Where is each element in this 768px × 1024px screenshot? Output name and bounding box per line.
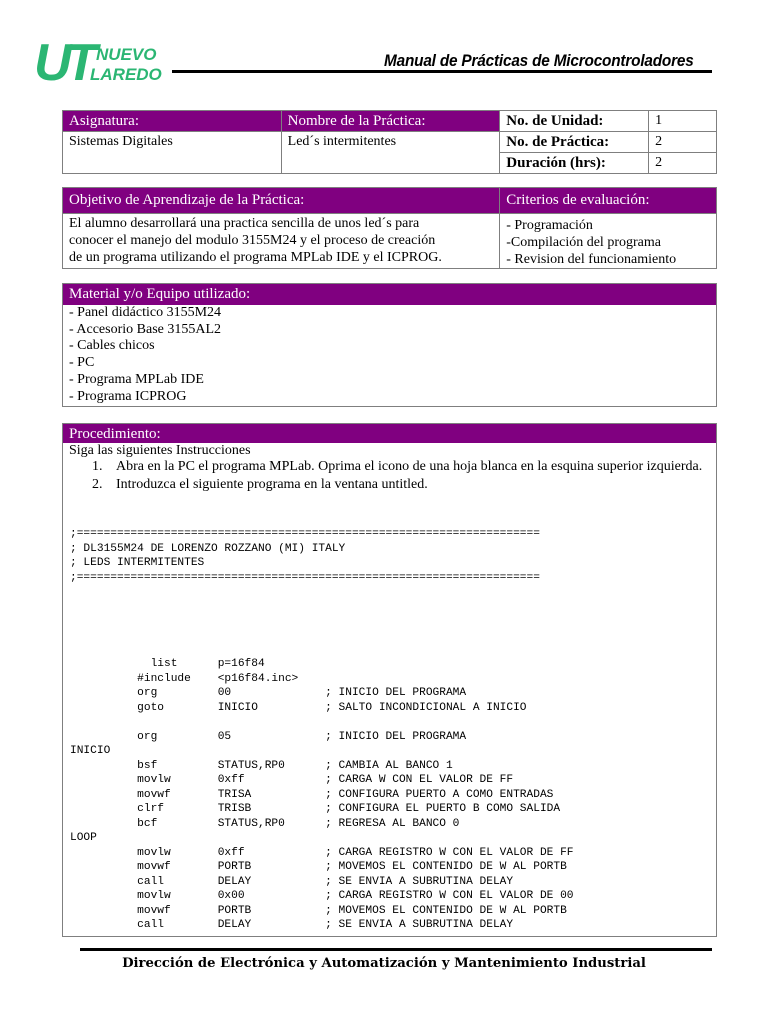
material-item: - Programa MPLab IDE	[69, 371, 204, 387]
procedure-section	[62, 423, 717, 937]
material-label: Material y/o Equipo utilizado:	[63, 284, 716, 305]
footer-text: Dirección de Electrónica y Automatización y Mantenimiento Industrial	[122, 956, 646, 971]
step-text: Introduzca el siguiente programa en la ventana untitled.	[116, 476, 428, 492]
logo-ut-text: UT	[34, 36, 92, 84]
logo-nuevo-text: NUEVO	[96, 45, 157, 64]
nombre-practica-label: Nombre de la Práctica:	[281, 111, 500, 132]
procedure-step	[63, 477, 716, 494]
practica-value: 2	[649, 132, 717, 153]
procedure-label: Procedimiento:	[63, 424, 716, 443]
asignatura-label: Asignatura:	[63, 111, 282, 132]
criterios-label: Criterios de evaluación:	[500, 188, 717, 214]
material-item: - Programa ICPROG	[69, 388, 187, 404]
material-item: - Panel didáctico 3155M24	[69, 305, 222, 320]
footer-divider	[80, 948, 712, 951]
nombre-practica-value: Led´s intermitentes	[281, 132, 500, 174]
objetivo-label: Objetivo de Aprendizaje de la Práctica:	[63, 188, 500, 214]
step-number: 2.	[92, 476, 103, 492]
unidad-label: No. de Unidad:	[500, 111, 649, 132]
practica-label: No. de Práctica:	[500, 132, 649, 153]
material-item: - Accesorio Base 3155AL2	[69, 321, 222, 337]
code-header: ;===================================================================== ; DL3155M24 DE LORENZO ROZZANO (MI) ITALY ; LEDS INTERMITENTES ;=====================================================================	[70, 528, 540, 584]
criterios-text	[500, 214, 717, 269]
material-item: - Cables chicos	[69, 338, 155, 354]
step-text: Abra en la PC el programa MPLab. Oprima el icono de una hoja blanca en la esquina superior izquierda.	[116, 459, 703, 474]
logo-laredo-text: LAREDO	[90, 65, 162, 84]
criterio-item: -Compilación del programa	[506, 235, 661, 250]
duracion-value: 2	[649, 153, 717, 174]
objective-table	[62, 187, 717, 269]
procedure-steps	[63, 459, 716, 493]
objetivo-text	[63, 214, 500, 269]
unidad-value: 1	[649, 111, 717, 132]
duracion-label: Duración (hrs):	[500, 153, 649, 174]
step-number: 1.	[92, 459, 103, 474]
material-section	[62, 283, 717, 407]
code-listing: list p=16f84 #include <p16f84.inc> org 00 ; INICIO DEL PROGRAMA goto INICIO ; SALTO INCONDICIONAL A INICIO org 05 ; INICIO DEL PROGRAMA INICIO bsf STATUS,RP0 ; CAMBIA AL BANCO 1 movlw 0xff ; CARGA W CON EL VALOR DE FF movwf TRISA ; CONFIGURA PUERTO A COMO ENTRADAS clrf TRISB ; CONFIGURA EL PUERTO B COMO SALIDA bcf STATUS,RP0 ; REGRESA AL BANCO 0 LOOP movlw 0xff ; CARGA REGISTRO W CON EL VALOR DE FF movwf PORTB ; MOVEMOS EL CONTENIDO DE W AL PORTB call DELAY ; SE ENVIA A SUBRUTINA DELAY movlw 0x00 ; CARGA REGISTRO W CON EL VALOR DE 00 movwf PORTB ; MOVEMOS EL CONTENIDO DE W AL PORTB call DELAY ; SE ENVIA A SUBRUTINA DELAY	[70, 658, 574, 931]
header-divider	[172, 70, 712, 73]
material-item: - PC	[69, 355, 95, 371]
objetivo-line: El alumno desarrollará una practica sencilla de unos led´s para	[69, 216, 420, 231]
ut-nuevo-laredo-logo	[34, 36, 162, 84]
info-table	[62, 110, 717, 174]
manual-title: Manual de Prácticas de Microcontroladores	[384, 52, 694, 70]
objetivo-line: conocer el manejo del modulo 3155M24 y el proceso de creación	[69, 233, 436, 248]
criterio-item: - Programación	[506, 218, 593, 233]
asignatura-value: Sistemas Digitales	[63, 132, 282, 174]
criterio-item: - Revision del funcionamiento	[506, 252, 677, 267]
objetivo-line: de un programa utilizando el programa MPLab IDE y el ICPROG.	[69, 250, 442, 265]
procedure-step	[63, 459, 716, 476]
procedure-intro: Siga las siguientes Instrucciones	[69, 443, 251, 458]
